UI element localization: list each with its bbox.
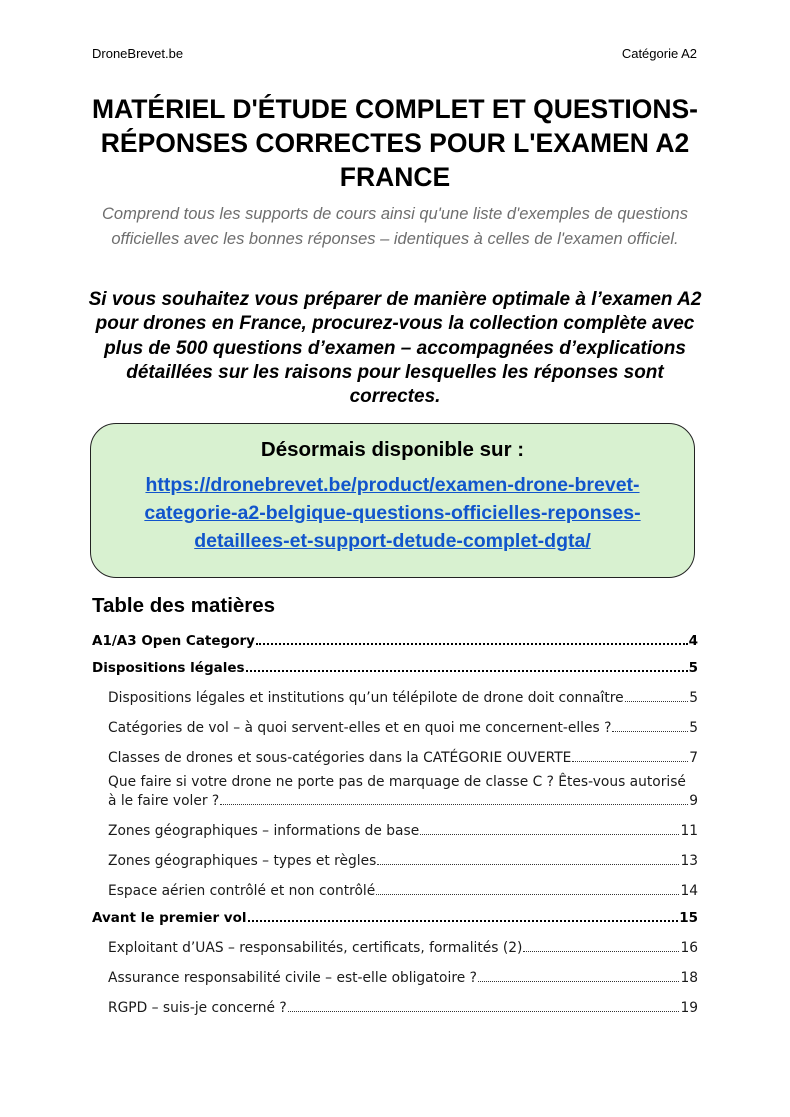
toc-entry-label: Espace aérien contrôlé et non contrôlé bbox=[108, 883, 376, 899]
toc-leader-dots bbox=[288, 1011, 680, 1012]
toc-entry[interactable] bbox=[92, 905, 698, 926]
promo-text: Si vous souhaitez vous préparer de manière optimale à l’examen A2 pour drones en France, procurez-vous la collection complète avec plus de 500 questions d’examen – accompagnées d’explications détaillées sur les raisons pour lesquelles les réponses sont correctes. bbox=[88, 289, 702, 408]
toc-entry-page: 7 bbox=[689, 750, 698, 766]
toc-leader-dots bbox=[377, 864, 679, 865]
toc-title: Table des matières bbox=[92, 594, 276, 617]
toc-entry-page: 5 bbox=[688, 660, 698, 676]
toc-entry-label: Exploitant d’UAS – responsabilités, certificats, formalités (2) bbox=[108, 940, 523, 956]
toc-subentry[interactable] bbox=[92, 847, 698, 869]
header-category: Catégorie A2 bbox=[621, 46, 697, 61]
toc-leader-dots bbox=[376, 894, 679, 895]
toc-entry-page: 15 bbox=[679, 910, 698, 926]
availability-box bbox=[90, 423, 695, 578]
toc-subentry[interactable] bbox=[92, 934, 698, 956]
toc-entry-page: 9 bbox=[689, 793, 698, 809]
toc-leader-dots bbox=[523, 951, 679, 952]
toc-entry-label: Catégories de vol – à quoi servent-elles et en quoi me concernent-elles ? bbox=[108, 720, 612, 736]
toc-entry-page: 19 bbox=[680, 1000, 698, 1016]
toc-leader-dots bbox=[256, 643, 688, 645]
toc-subentry[interactable] bbox=[92, 964, 698, 986]
toc-leader-dots bbox=[246, 670, 688, 672]
toc-entry-label: A1/A3 Open Category bbox=[92, 633, 255, 649]
toc-entry-label: Classes de drones et sous-catégories dans la CATÉGORIE OUVERTE bbox=[108, 750, 572, 766]
toc-entry-page: 14 bbox=[680, 883, 698, 899]
toc-entry-page: 11 bbox=[680, 823, 698, 839]
toc-leader-dots bbox=[248, 920, 679, 922]
toc-subentry[interactable] bbox=[92, 774, 698, 809]
toc-subentry[interactable] bbox=[92, 684, 698, 706]
toc-leader-dots bbox=[625, 701, 689, 702]
toc-entry[interactable] bbox=[92, 655, 698, 676]
toc-leader-dots bbox=[220, 804, 688, 805]
toc-entry-label: Assurance responsabilité civile – est-elle obligatoire ? bbox=[108, 970, 477, 986]
toc-entry-label: Dispositions légales et institutions qu’un télépilote de drone doit connaître bbox=[108, 690, 624, 706]
toc-entry-page: 18 bbox=[680, 970, 698, 986]
toc-leader-dots bbox=[478, 981, 680, 982]
toc-entry[interactable] bbox=[92, 628, 698, 649]
toc-entry-label: Dispositions légales bbox=[92, 660, 245, 676]
toc-leader-dots bbox=[612, 731, 688, 732]
toc-entry-label: Zones géographiques – informations de base bbox=[108, 823, 420, 839]
toc-subentry[interactable] bbox=[92, 877, 698, 899]
availability-heading: Désormais disponible sur : bbox=[260, 438, 525, 461]
toc-subentry[interactable] bbox=[92, 714, 698, 736]
toc-entry-page: 5 bbox=[689, 720, 698, 736]
toc-leader-dots bbox=[572, 761, 688, 762]
header-site-name: DroneBrevet.be bbox=[92, 46, 184, 61]
document-title: MATÉRIEL D'ÉTUDE COMPLET ET QUESTIONS-RÉPONSES CORRECTES POUR L'EXAMEN A2 FRANCE bbox=[91, 94, 698, 192]
toc-entry-label: RGPD – suis-je concerné ? bbox=[108, 1000, 287, 1016]
toc-entry-label: Avant le premier vol bbox=[92, 910, 247, 926]
toc-entry-label-line2: à le faire voler ? bbox=[108, 793, 220, 809]
toc-entry-page: 16 bbox=[680, 940, 698, 956]
toc-subentry[interactable] bbox=[92, 994, 698, 1016]
document-subtitle: Comprend tous les supports de cours ainsi qu'une liste d'exemples de questions officielles avec les bonnes réponses – identiques à celles de l'examen officiel. bbox=[102, 205, 688, 248]
toc-entry-page: 13 bbox=[680, 853, 698, 869]
toc-subentry[interactable] bbox=[92, 744, 698, 766]
product-link[interactable]: https://dronebrevet.be/product/examen-drone-brevet-categorie-a2-belgique-questions-officielles-reponses-detaillees-et-support-detude-complet-dgta/ bbox=[144, 474, 641, 552]
toc-entry-label-line1: Que faire si votre drone ne porte pas de marquage de classe C ? Êtes-vous autorisé bbox=[108, 774, 686, 790]
toc-entry-page: 4 bbox=[688, 633, 698, 649]
toc-leader-dots bbox=[420, 834, 679, 835]
toc-entry-page: 5 bbox=[689, 690, 698, 706]
table-of-contents bbox=[92, 622, 698, 1016]
toc-entry-label: Zones géographiques – types et règles bbox=[108, 853, 377, 869]
toc-subentry[interactable] bbox=[92, 817, 698, 839]
